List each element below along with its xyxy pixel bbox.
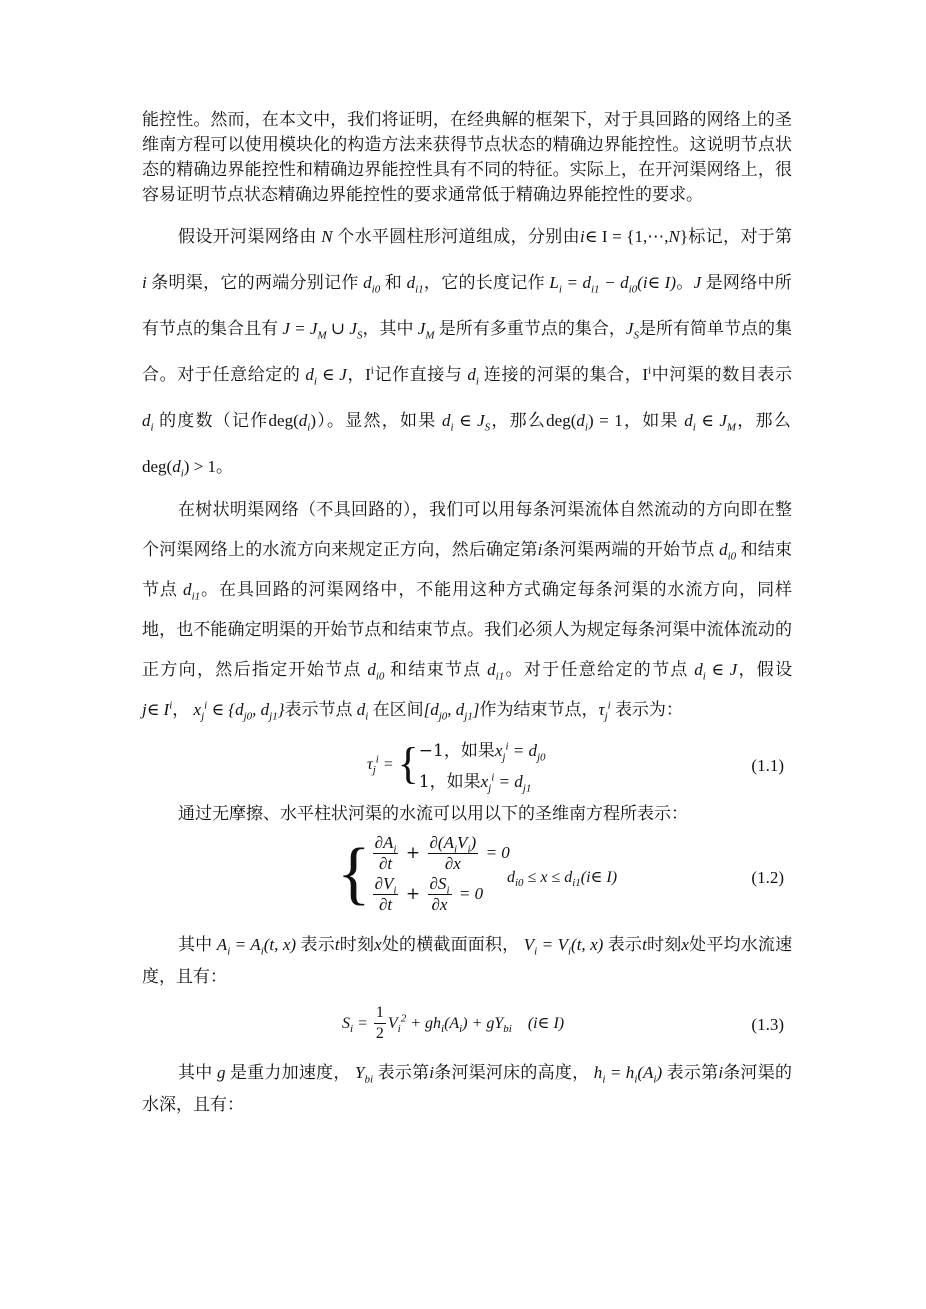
equation-1-1: $\tau_j^i$ = { −1，如果$x_j^i = d_{j0}$ 1，如果$x_j^i = d_{j1}$ (1.1) bbox=[367, 739, 784, 795]
equation-number: (1.1) bbox=[751, 756, 784, 775]
paragraph-4: 通过无摩擦、水平柱状河渠的水流可以用以下的圣维南方程所表示： bbox=[178, 804, 688, 824]
paragraph-6: 其中 g 是重力加速度， $Y_{bi}$ 表示第i条河渠河床的高度， $h_i = h_i(A_i)$ 表示第i条河渠的水深，且有： bbox=[142, 1063, 793, 1115]
paragraph-2: 假设开河渠网络由 N 个水平圆柱形河道组成，分别由i∈ I = {1,⋯,N}标记，对于第 i 条明渠，它的两端分别记作 $d_{i0}$ 和 $d_{i1}$，它的长度记作 $L_i = d_{i1}$ − $d_{i0}(i\in$ I)。J 是网络中所有节点的集合且有 $J = J_M$ ∪ $J_S$，其中 $J_M$ 是所有多重节点的集合，$J_S$是所有简单节点的集合。对于任意给定的 $d_i$ ∈ J，$I^i$记作直接与 $d_i$ 连接的河渠的集合，$I^i$中河渠的数目表示 $d_i$ 的度数（记作$deg(d_i)$）。显然，如果 $d_i$ ∈ $J_S$，那么$deg(d_i) = 1$，如果 $d_i$ ∈ $J_M$，那么$deg(d_i) > 1$。 bbox=[142, 227, 793, 480]
equation-1-2: { $\frac{\partial A_i}{\partial t}$ + $\frac{\partial(A_iV_i)}{\partial x}$ = 0 $\frac{\partial V_i}{\partial t}$ + $\frac{\partial S_i}{\partial x}$ = 0 $d_{i0} \le x$ ≤ $d_{i1}(i\in$ I) (1.2) bbox=[337, 833, 784, 914]
equation-1-3: $S_i$ = $\frac{1}{2}$ $V_i^2 + gh_i(A_i) + gY_{bi}$ (i∈ I) (1.3) bbox=[342, 1004, 784, 1042]
paragraph-3: 在树状明渠网络（不具回路的），我们可以用每条河渠流体自然流动的方向即在整个河渠网络上的水流方向来规定正方向，然后确定第i条河渠两端的开始节点 $d_{i0}$ 和结束节点 $d_{i1}$。在具回路的河渠网络中，不能用这种方式确定每条河渠的水流方向，同样地，也不能确定明渠的开始节点和结束节点。我们必须人为规定每条河渠中流体流动的正方向，然后指定开始节点 $d_{i0}$ 和结束节点 $d_{i1}$。对于任意给定的节点 $d_i$ ∈ J，假设 j∈ $I^i$， $x_j^i$ ∈ {$d_{j0}$, $d_{j1}$}表示节点 $d_i$ 在区间[$d_{j0}$, $d_{j1}$]作为结束节点，$\tau_j^i$ 表示为： bbox=[142, 500, 793, 723]
paragraph-1: 能控性。然而，在本文中，我们将证明，在经典解的框架下，对于具回路的网络上的圣维南方程可以使用模块化的构造方法来获得节点状态的精确边界能控性。这说明节点状态的精确边界能控性和精确边界能控性具有不同的特征。实际上，在开河渠网络上，很容易证明节点状态精确边界能控性的要求通常低于精确边界能控性的要求。 bbox=[142, 110, 792, 205]
equation-number: (1.3) bbox=[751, 1015, 784, 1034]
equation-number: (1.2) bbox=[751, 868, 784, 887]
paragraph-5: 其中 $A_i = A_i(t$, x) 表示t时刻x处的横截面面积， $V_i = V_i(t$, x) 表示t时刻x处平均水流速度，且有： bbox=[142, 935, 793, 987]
paper-page bbox=[142, 108, 792, 1121]
